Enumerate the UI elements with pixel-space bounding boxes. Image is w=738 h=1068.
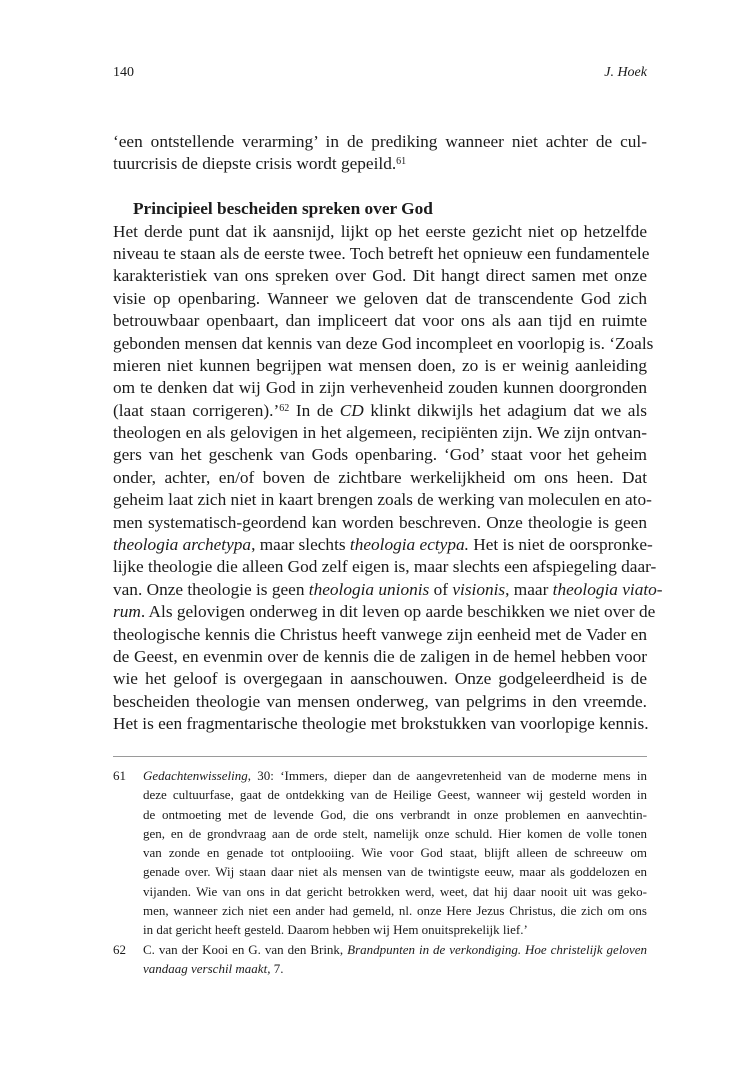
footnote-number: 62 bbox=[113, 941, 126, 957]
footnote-line: gen, en de grondvraag aan de orde stelt, namelijk onze schuld. Hier komen de volle tonen bbox=[143, 825, 647, 841]
text-line: rum. Als gelovigen onderweg in dit leven op aarde beschikken we niet over de bbox=[113, 602, 656, 622]
footnote-line: genade over. Wij staan daar niet als mensen van de twintigste eeuw, maar als goddelozen en bbox=[143, 864, 647, 880]
running-head-author: J. Hoek bbox=[604, 65, 647, 80]
text-line: Het is een fragmentarische theologie met brokstukken van voorlopige kennis. bbox=[113, 714, 649, 734]
footnote-line: van zonde en genade tot ontplooiing. Wie voor God staat, blijft alleen de schreeuw om bbox=[143, 845, 647, 861]
text-line: om te denken dat wij God in zijn verhevenheid zouden kunnen doorgronden bbox=[113, 378, 647, 398]
main-text bbox=[113, 131, 663, 736]
text-line: lijke theologie die alleen God zelf eigen is, maar slechts een afspiegeling daar- bbox=[113, 557, 657, 577]
text-line: onder, achter, en/of boven de zichtbare werkelijkheid om ons heen. Dat bbox=[113, 467, 647, 487]
text-line: wie het geloof is overgegaan in aanschouwen. Onze godgeleerdheid is de bbox=[113, 669, 647, 689]
footnote-line: vijanden. Wie van ons in dat gericht betrokken werd, weet, dat hij daar nooit uit was geko- bbox=[143, 883, 647, 899]
text-line: gebonden mensen dat kennis van deze God incompleet en voorlopig is. ‘Zoals bbox=[113, 333, 654, 353]
text-line: visie op openbaring. Wanneer we geloven dat de transcendente God zich bbox=[113, 288, 647, 308]
footnote-line: vandaag verschil maakt, 7. bbox=[143, 960, 284, 976]
text-line: theologia archetypa, maar slechts theologia ectypa. Het is niet de oorspronke- bbox=[113, 535, 653, 555]
text-line: theologen en als gelovigen in het algemeen, recipiënten zijn. We zijn ontvan- bbox=[113, 423, 647, 443]
footnote-line: men, wanneer zich niet een ander had gemeld, nl. onze Here Jezus Christus, die zich om ons bbox=[143, 903, 647, 919]
text-line: mieren niet kunnen begrijpen wat mensen doen, zo is er weinig aanleiding bbox=[113, 355, 647, 375]
text-line: geheim laat zich niet in kaart brengen zoals de werking van moleculen en ato- bbox=[113, 490, 652, 510]
footnote-number: 61 bbox=[113, 768, 126, 783]
text-line: betrouwbaar openbaart, dan impliceert dat voor ons als aan tijd en ruimte bbox=[113, 311, 647, 331]
footnote-line: de ontmoeting met de levende God, die ons verbrandt in onze problemen en aanvechtin- bbox=[143, 806, 647, 822]
footnote-line: in dat gericht heeft gesteld. Daarom hebben wij Hem onuitsprekelijk lief.’ bbox=[143, 922, 528, 938]
text-line: Het derde punt dat ik aansnijd, lijkt op het eerste gezicht niet op hetzelfde bbox=[113, 221, 647, 241]
footnote-61 bbox=[113, 766, 647, 940]
footnote-line: deze cultuurfase, gaat de ontdekking van de Heilige Geest, wanneer wij gesteld worden in bbox=[143, 787, 647, 803]
text-line: (laat staan corrigeren).’$^{62}$ In de CD klinkt dikwijls het adagium dat we als bbox=[113, 400, 648, 420]
page-number: 140 bbox=[113, 65, 134, 80]
text-line: theologische kennis die Christus heeft vanwege zijn eenheid met de Vader en bbox=[113, 624, 647, 644]
text-line: tuurcrisis de diepste crisis wordt gepeild.$^{61}$ bbox=[113, 154, 407, 174]
footnote-line: Gedachtenwisseling, 30: ‘Immers, dieper dan de aangevretenheid van de moderne mens in bbox=[143, 768, 647, 783]
footnotes bbox=[113, 766, 647, 978]
text-line: de Geest, en evenmin over de kennis die de zaligen in de hemel hebben voor bbox=[113, 646, 647, 666]
text-line: gers van het geschenk van Gods openbaring. ‘God’ staat voor het geheim bbox=[113, 445, 647, 465]
text-line: ‘een ontstellende verarming’ in de prediking wanneer niet achter de cul- bbox=[113, 132, 647, 151]
footnote-ref-62[interactable]: 62 bbox=[279, 402, 290, 414]
text-line: men systematisch-geordend kan worden beschreven. Onze theologie is geen bbox=[113, 512, 647, 532]
section-heading: Principieel bescheiden spreken over God bbox=[133, 199, 433, 219]
footnote-divider bbox=[113, 756, 647, 757]
footnote-62 bbox=[113, 940, 647, 979]
footnote-ref-61[interactable]: 61 bbox=[396, 156, 407, 168]
text-line: bescheiden theologie van mensen onderweg, van pelgrims in den vreemde. bbox=[113, 691, 647, 711]
text-line: karakteristiek van ons spreken over God. Dit hangt direct samen met onze bbox=[113, 266, 647, 286]
footnote-line: C. van der Kooi en G. van den Brink, Brandpunten in de verkondiging. Hoe christelijk geloven bbox=[143, 941, 647, 957]
text-line: van. Onze theologie is geen theologia unionis of visionis, maar theologia viato- bbox=[113, 579, 663, 599]
text-line: niveau te staan als de eerste twee. Toch betreft het opnieuw een fundamentele bbox=[113, 243, 650, 263]
